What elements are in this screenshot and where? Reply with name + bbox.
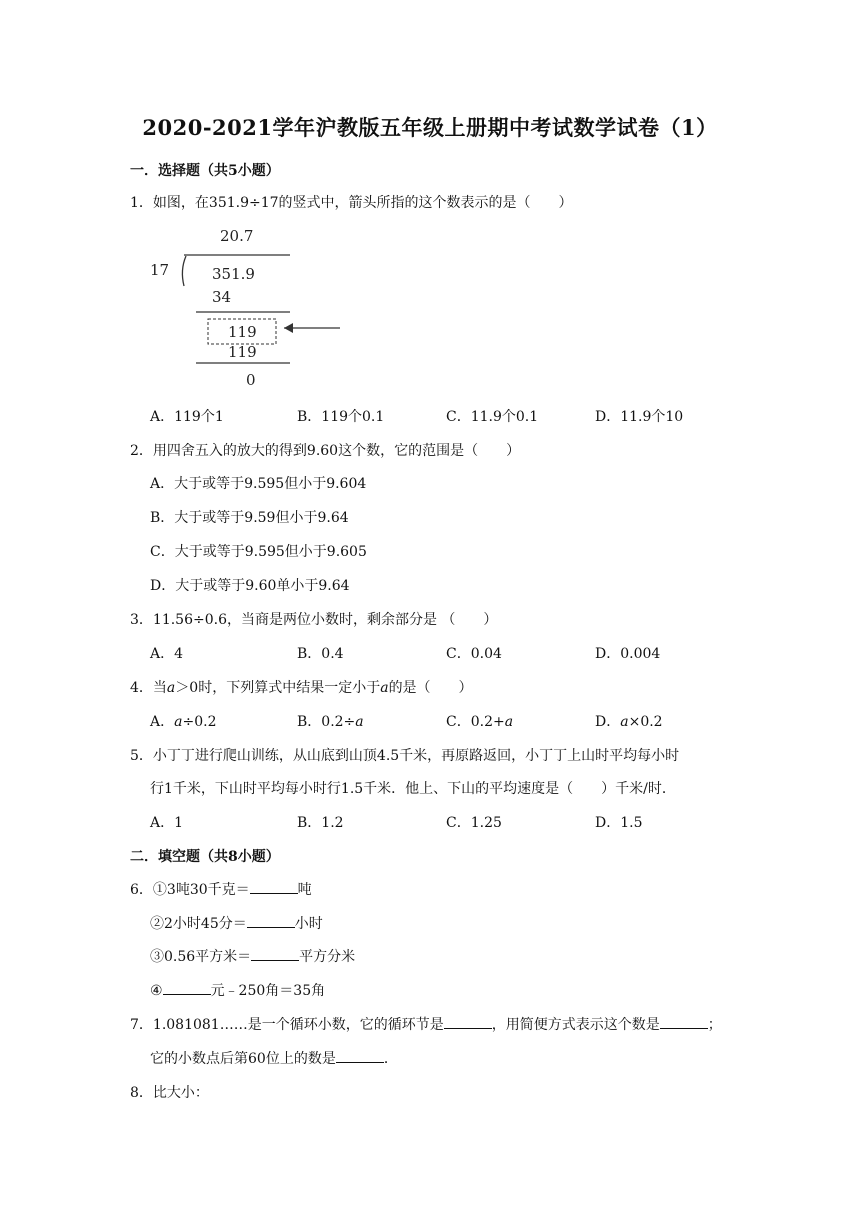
question-5-stem-line-2: 行1千米，下山时平均每小时行1.5千米．他上、下山的平均速度是（ ）千米/时． — [150, 781, 676, 797]
division-remainder: 0 — [246, 371, 256, 389]
division-subtrahend-2: 119 — [228, 343, 257, 361]
page-title: 2020-2021学年沪教版五年级上册期中考试数学试卷（1） — [142, 115, 718, 140]
q6-number: 6． — [130, 882, 153, 898]
q6-item-1-post: 吨 — [297, 882, 312, 898]
q3-option-b: B．0.4 — [297, 646, 344, 662]
q6-item-1-pre: ①3吨30千克＝ — [152, 882, 250, 898]
q4-stem-part-1: 4．当 — [130, 680, 167, 696]
q6-item-2-post: 小时 — [294, 916, 323, 932]
q7-text-c: ； — [707, 1017, 722, 1033]
long-division-svg — [150, 222, 342, 392]
question-5-stem-line-1: 5．小丁丁进行爬山训练，从山底到山顶4.5千米，再原路返回，小丁丁上山时平均每小时 — [130, 748, 680, 764]
question-6-item-1 — [130, 879, 312, 899]
answer-blank[interactable] — [336, 1050, 384, 1063]
q2-option-d: D．大于或等于9.60单小于9.64 — [150, 578, 350, 594]
q4-option-c-pre: C．0.2+ — [446, 714, 505, 730]
q7-text-e: ． — [383, 1051, 398, 1067]
q4-option-a-post: ÷0.2 — [182, 714, 217, 730]
q4-option-b — [297, 711, 364, 731]
question-4-stem — [130, 677, 473, 697]
question-7-line-1 — [130, 1014, 722, 1034]
q4-option-d — [595, 711, 663, 731]
q4-option-a-var: a — [174, 714, 183, 730]
q4-variable: a — [166, 680, 176, 696]
section-heading-fill-in: 二．填空题（共8小题） — [130, 849, 280, 865]
q1-option-a: A．119个1 — [150, 409, 224, 425]
question-6-item-3 — [150, 946, 355, 966]
q2-option-b: B．大于或等于9.59但小于9.64 — [150, 510, 349, 526]
question-7-line-2 — [150, 1048, 398, 1068]
q4-option-c-var: a — [504, 714, 514, 730]
q4-option-b-pre: B．0.2÷ — [297, 714, 356, 730]
q4-option-a — [150, 711, 216, 731]
q5-option-b: B．1.2 — [297, 815, 344, 831]
q2-option-a: A．大于或等于9.595但小于9.604 — [150, 476, 367, 492]
q1-option-d: D．11.9个10 — [595, 409, 684, 425]
q4-option-d-var: a — [620, 714, 629, 730]
long-division-figure — [150, 222, 342, 392]
q1-option-c: C．11.9个0.1 — [446, 409, 539, 425]
q4-option-c — [446, 711, 513, 731]
answer-blank[interactable] — [660, 1016, 708, 1029]
q3-option-a: A．4 — [150, 646, 184, 662]
question-6-item-2 — [150, 913, 323, 933]
q4-option-a-pre: A． — [150, 714, 175, 730]
division-boxed-number: 119 — [228, 323, 257, 341]
division-quotient: 20.7 — [220, 227, 254, 245]
question-8-stem: 8．比大小： — [130, 1085, 209, 1101]
q4-variable: a — [380, 680, 389, 696]
question-6-item-4 — [150, 980, 325, 1000]
q4-option-d-pre: D． — [595, 714, 621, 730]
q6-item-2-pre: ②2小时45分＝ — [150, 916, 247, 932]
q7-text-b: ，用简便方式表示这个数是 — [491, 1017, 660, 1033]
answer-blank[interactable] — [251, 948, 299, 961]
question-2-stem: 2．用四舍五入的放大的得到9.60这个数，它的范围是（ ） — [130, 443, 521, 459]
q4-stem-part-2: ＞0时，下列算式中结果一定小于 — [175, 680, 381, 696]
division-dividend: 351.9 — [212, 265, 255, 283]
q1-option-b: B．119个0.1 — [297, 409, 385, 425]
q6-item-4-post: 元﹣250角＝35角 — [210, 983, 326, 999]
division-divisor: 17 — [150, 261, 170, 279]
q5-option-a: A．1 — [150, 815, 184, 831]
q6-item-3-pre: ③0.56平方米＝ — [150, 949, 252, 965]
q7-text-a: 7．1.081081……是一个循环小数，它的循环节是 — [130, 1017, 444, 1033]
q6-item-4-pre: ④ — [150, 983, 163, 999]
answer-blank[interactable] — [444, 1016, 492, 1029]
q5-option-c: C．1.25 — [446, 815, 502, 831]
division-subtrahend-1: 34 — [212, 288, 232, 306]
q4-option-d-post: ×0.2 — [628, 714, 663, 730]
answer-blank[interactable] — [250, 881, 298, 894]
division-bracket — [182, 256, 186, 286]
answer-blank[interactable] — [163, 982, 211, 995]
q3-option-c: C．0.04 — [446, 646, 502, 662]
q5-option-d: D．1.5 — [595, 815, 643, 831]
arrow-left-icon — [284, 323, 293, 333]
q3-option-d: D．0.004 — [595, 646, 661, 662]
q6-item-3-post: 平方分米 — [299, 949, 356, 965]
answer-blank[interactable] — [247, 915, 295, 928]
q4-stem-part-3: 的是（ ） — [388, 680, 473, 696]
section-heading-choice: 一．选择题（共5小题） — [130, 163, 280, 179]
q7-text-d: 它的小数点后第60位上的数是 — [150, 1051, 336, 1067]
q4-option-b-var: a — [355, 714, 364, 730]
q2-option-c: C．大于或等于9.595但小于9.605 — [150, 544, 367, 560]
question-1-stem: 1．如图，在351.9÷17的竖式中，箭头所指的这个数表示的是（ ） — [130, 195, 573, 211]
question-3-stem: 3．11.56÷0.6，当商是两位小数时，剩余部分是 （ ） — [130, 612, 498, 628]
